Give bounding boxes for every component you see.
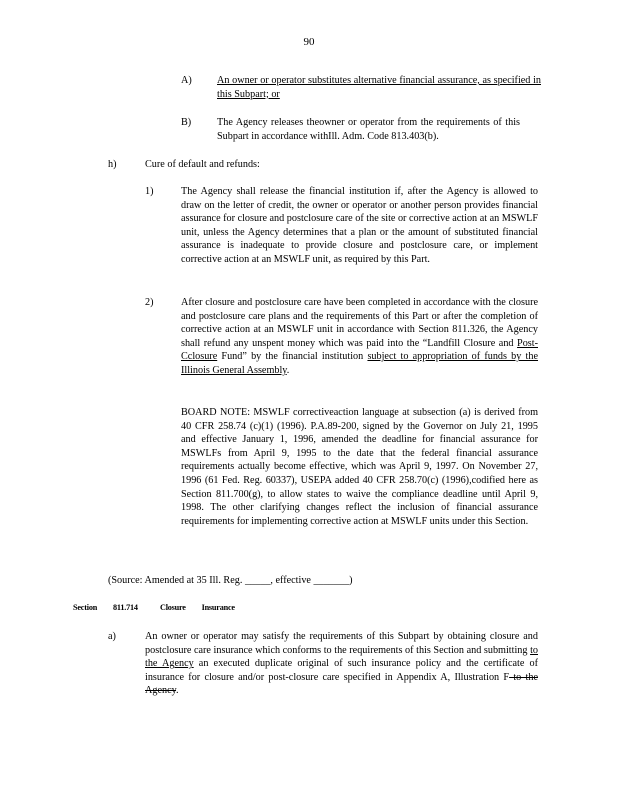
item-a-lower-struck: to the Agency <box>145 671 538 697</box>
source-note-suffix: ) <box>349 575 353 586</box>
source-note <box>108 574 353 588</box>
item-h2-underlined-2: subject to appropriation of funds by the Illinois General Assembly <box>181 351 539 376</box>
item-h2-underlined-1: Post-Cclosure <box>181 337 538 363</box>
item-h2-label: 2) <box>145 297 154 308</box>
source-note-prefix: (Source: Amended at 35 Ill. Reg. <box>108 575 245 586</box>
section-title: Closure Insurance <box>160 603 235 612</box>
item-h2-text-part3: . <box>286 364 290 376</box>
subsection-h-heading: Cure of default and refunds: <box>145 159 260 170</box>
item-h2-text-part1: After closure and postclosure care have been completed in accordance with the closure and postclosure care plans and the requirements of this Part or after the completion of corrective action at an MSWLF unit in accordance with Section 811.326, the Agency shall refund any unspent money which was paid into the “Landfill Closure and <box>181 297 538 349</box>
item-a-lower-label: a) <box>108 631 116 642</box>
item-a-lower-text <box>145 630 538 698</box>
item-a-upper-text: An owner or operator substitutes alternative financial assurance, as specified in this Subpart; or <box>217 75 541 100</box>
item-a-upper-label: A) <box>181 75 192 86</box>
section-word: Section <box>73 603 98 612</box>
item-h1-text: The Agency shall release the financial institution if, after the Agency is allowed to draw on the letter of credit, the owner or operator or another person provides financial assurance for closure and postclosure care of the site or corrective action at an MSWLF unit, unless the Agency determines that a plan or the amount of substituted financial assurance is inadequate to provide closure and postclosure care, or implement corrective action at an MSWLF unit, as required by this Part. <box>181 186 538 265</box>
source-note-blank-2: _______ <box>313 575 350 586</box>
section-number: 811.714 <box>113 603 138 612</box>
board-note: BOARD NOTE: MSWLF correctiveaction language at subsection (a) is derived from 40 CFR 258.74 (c)(1) (1996). P.A.89-200, signed by the Governor on July 21, 1995 and effective January 1, 1996, amended the deadline for financial assurance for MSWLFs from April 9, 1995 to the date that the federal financial assurance requirements actually become effective, which was April 9, 1997. On November 27, 1996 (61 Fed. Reg. 60337), USEPA added 40 CFR 258.70(c) (1996),codified here as Section 811.700(g), to allow states to waive the compliance deadline until April 9, 1998. The other clarifying changes reflect the inclusion of financial assurance requirements for implementing corrective action at MSWLF units under this Section. <box>181 407 538 527</box>
source-note-blank-1: _____ <box>244 575 271 586</box>
item-a-lower-text-part3: . <box>176 685 179 697</box>
subsection-h-label: h) <box>108 159 117 170</box>
item-a-lower-text-part2: an executed duplicate original of such insurance policy and the certificate of insurance for closure and/or post-closure care specified in Appendix A, Illustration F <box>145 658 538 683</box>
item-h1-label: 1) <box>145 186 154 197</box>
item-h2-text <box>181 296 538 378</box>
item-b-upper-label: B) <box>181 117 192 128</box>
item-b-upper-text: The Agency releases theowner or operator from the requirements of this Subpart in accordance withIll. Adm. Code 813.403(b). <box>217 117 520 142</box>
source-note-middle: , effective <box>270 575 314 586</box>
item-a-lower-text-part1: An owner or operator may satisfy the requirements of this Subpart by obtaining closure and postclosure care insurance which conforms to the requirements of this Section and submitting <box>145 631 538 656</box>
item-a-lower-underlined: to the Agency <box>145 644 538 670</box>
page-number: 90 <box>303 36 315 48</box>
item-h2-text-part2: Fund” by the financial institution <box>217 351 368 363</box>
